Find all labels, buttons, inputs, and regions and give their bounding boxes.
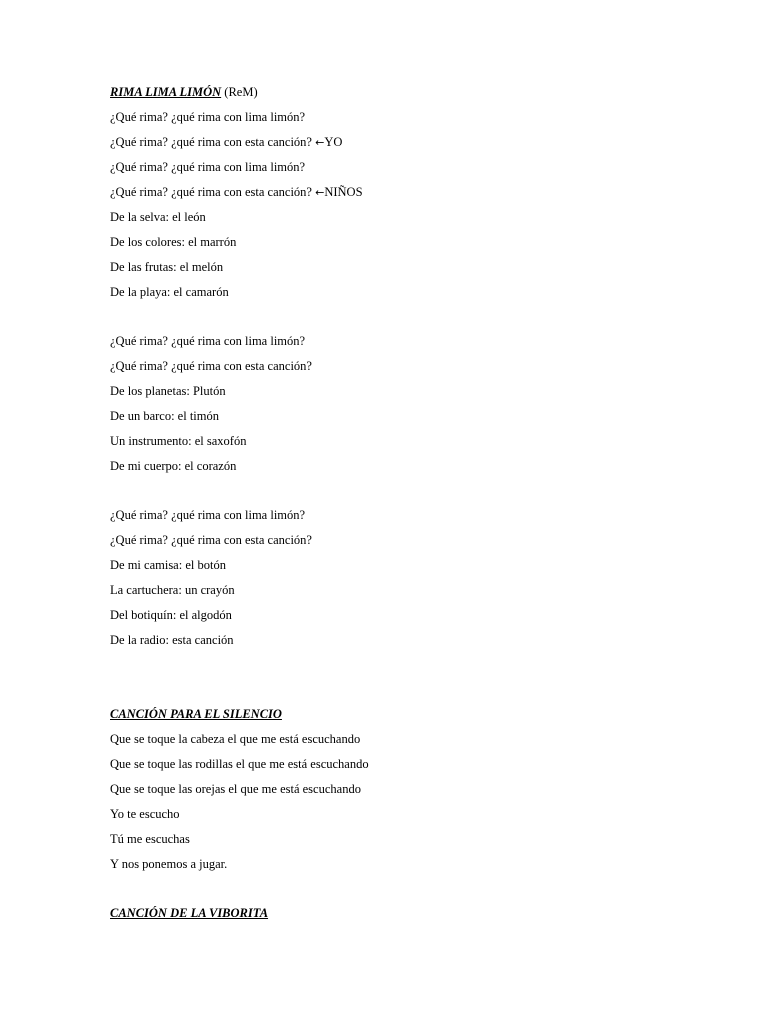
- song-key: (ReM): [221, 85, 258, 99]
- lyric-line: ¿Qué rima? ¿qué rima con lima limón?: [110, 160, 306, 174]
- lyric-line: ¿Qué rima? ¿qué rima con lima limón?: [110, 508, 306, 522]
- lyric-line: La cartuchera: un crayón: [110, 583, 235, 597]
- lyric-line: [110, 184, 363, 201]
- lyric-line: De mi cuerpo: el corazón: [110, 459, 237, 473]
- left-arrow-icon: ←: [315, 186, 325, 199]
- song-title: RIMA LIMA LIMÓN: [110, 85, 222, 99]
- lyric-line: De la playa: el camarón: [110, 285, 229, 299]
- song-title: CANCIÓN DE LA VIBORITA: [110, 906, 269, 920]
- lyric-line: Que se toque las orejas el que me está escuchando: [110, 782, 361, 796]
- lyric-line: De los planetas: Plutón: [110, 384, 226, 398]
- song-title-rima-lima-limon-line: [110, 84, 258, 100]
- lyric-line: De la selva: el león: [110, 210, 206, 224]
- lyric-text: ¿Qué rima? ¿qué rima con esta canción?: [110, 135, 316, 149]
- lyric-annotation: YO: [324, 135, 343, 149]
- lyric-line: Que se toque las rodillas el que me está escuchando: [110, 757, 369, 771]
- lyric-line: ¿Qué rima? ¿qué rima con esta canción?: [110, 359, 312, 373]
- lyric-line: Tú me escuchas: [110, 832, 190, 846]
- lyric-line: Un instrumento: el saxofón: [110, 434, 247, 448]
- lyric-annotation: NIÑOS: [324, 185, 363, 199]
- lyric-line: De los colores: el marrón: [110, 235, 237, 249]
- lyric-line: De la radio: esta canción: [110, 633, 234, 647]
- lyric-line: De las frutas: el melón: [110, 260, 224, 274]
- lyric-text: ¿Qué rima? ¿qué rima con esta canción?: [110, 185, 316, 199]
- lyric-line: ¿Qué rima? ¿qué rima con lima limón?: [110, 334, 306, 348]
- left-arrow-icon: ←: [315, 136, 325, 149]
- lyric-line: [110, 134, 342, 151]
- lyric-line: Del botiquín: el algodón: [110, 608, 232, 622]
- lyric-line: Que se toque la cabeza el que me está escuchando: [110, 732, 361, 746]
- lyric-line: ¿Qué rima? ¿qué rima con lima limón?: [110, 110, 306, 124]
- lyric-line: Yo te escucho: [110, 807, 180, 821]
- lyric-line: De un barco: el timón: [110, 409, 219, 423]
- lyric-line: ¿Qué rima? ¿qué rima con esta canción?: [110, 533, 312, 547]
- lyric-line: Y nos ponemos a jugar.: [110, 857, 228, 871]
- lyric-line: De mi camisa: el botón: [110, 558, 226, 572]
- song-title: CANCIÓN PARA EL SILENCIO: [110, 707, 282, 721]
